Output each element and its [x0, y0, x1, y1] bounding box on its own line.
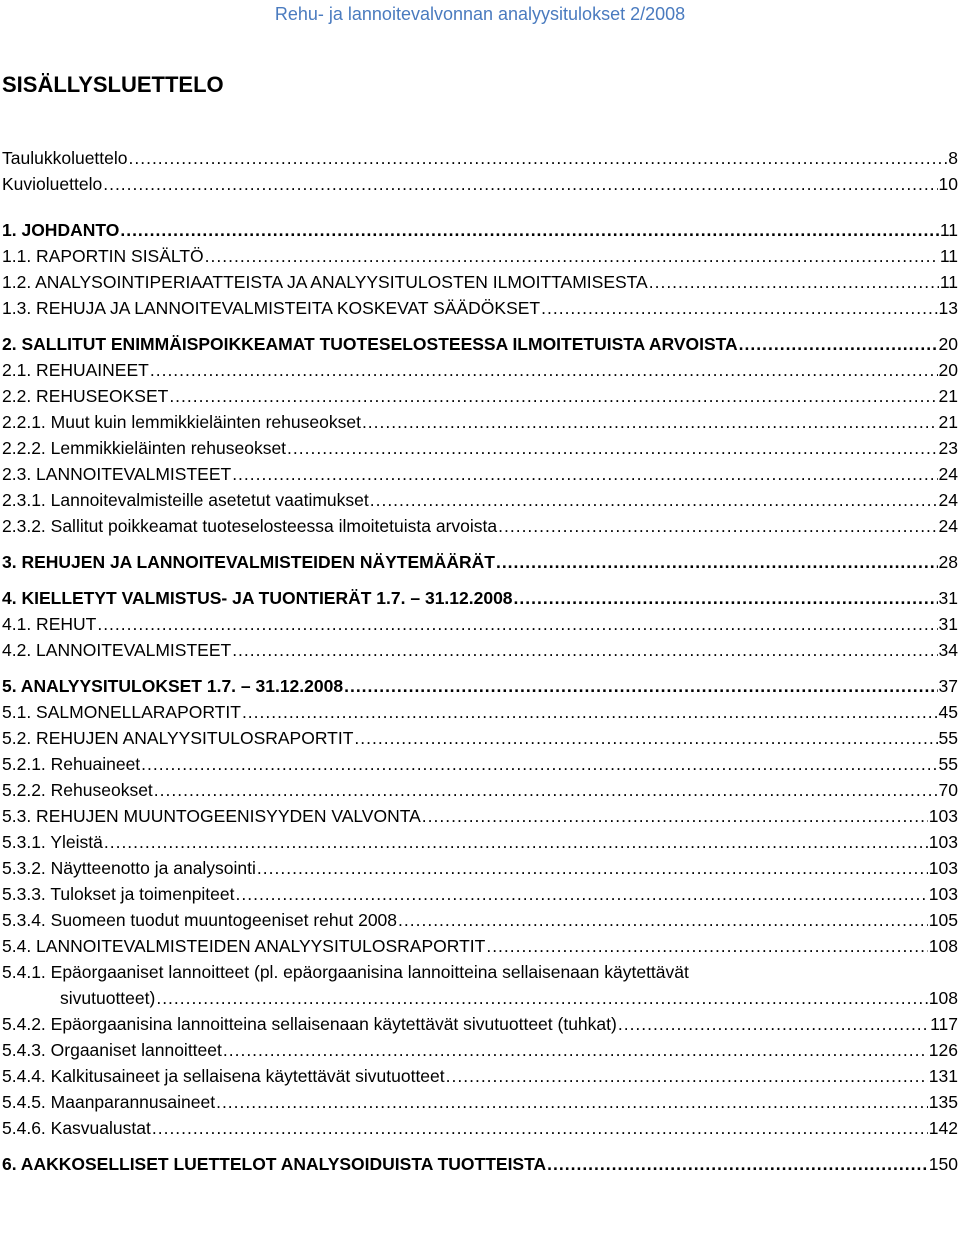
- toc-label: 2.1. REHUAINEET: [2, 360, 149, 380]
- toc-page: 126: [928, 1040, 958, 1060]
- toc-label: 5.4.6. Kasvualustat: [2, 1118, 151, 1138]
- toc-entry[interactable]: [2, 1118, 958, 1144]
- toc-label: 2.3.1. Lannoitevalmisteille asetetut vaatimukset: [2, 490, 369, 510]
- toc-page: 105: [928, 910, 958, 930]
- toc-leader: [739, 334, 938, 355]
- toc-entry[interactable]: [2, 832, 958, 858]
- toc-page: 20: [938, 360, 958, 380]
- toc-entry[interactable]: [2, 386, 958, 412]
- toc-label: 2.2.2. Lemmikkieläinten rehuseokset: [2, 438, 287, 458]
- toc-page: 23: [938, 438, 958, 458]
- toc-entry[interactable]: [2, 640, 958, 666]
- toc-page: 31: [938, 588, 958, 608]
- toc-entry[interactable]: [2, 298, 958, 324]
- toc-label: 5.2.2. Rehuseokset: [2, 780, 153, 800]
- toc-label: 5.4.4. Kalkitusaineet ja sellaisena käytettävät sivutuotteet: [2, 1066, 445, 1086]
- toc-page: 131: [928, 1066, 958, 1086]
- toc-page: 103: [928, 858, 958, 878]
- toc-page: 24: [938, 490, 958, 510]
- toc-leader: [257, 858, 928, 879]
- toc-page: 24: [938, 464, 958, 484]
- toc-label: Kuvioluettelo: [2, 174, 103, 194]
- toc-entry[interactable]: [2, 490, 958, 516]
- toc-leader: [422, 806, 928, 827]
- toc-page: 150: [928, 1154, 958, 1174]
- toc-entry[interactable]: [2, 1154, 958, 1180]
- toc-page: 20: [938, 334, 958, 354]
- toc-page: 55: [938, 754, 958, 774]
- toc-entry[interactable]: [2, 780, 958, 806]
- toc-entry[interactable]: [2, 246, 958, 272]
- toc-label: 5.2.1. Rehuaineet: [2, 754, 141, 774]
- toc-entry[interactable]: [2, 220, 958, 246]
- toc-label: 5.3.3. Tulokset ja toimenpiteet: [2, 884, 235, 904]
- toc-entry[interactable]: [2, 614, 958, 640]
- toc-label: sivutuotteet): [60, 988, 156, 1008]
- toc-page: 8: [948, 148, 958, 168]
- toc-page: 31: [938, 614, 958, 634]
- toc-page: 108: [928, 988, 958, 1008]
- toc-leader: [216, 1092, 928, 1113]
- toc-page: 37: [938, 676, 958, 696]
- toc-page: 13: [938, 298, 958, 318]
- toc-label: 5.3.2. Näytteenotto ja analysointi: [2, 858, 256, 878]
- toc-page: 11: [939, 272, 958, 292]
- toc-label: 5.4.5. Maanparannusaineet: [2, 1092, 216, 1112]
- toc-page: 135: [928, 1092, 958, 1112]
- toc-entry[interactable]: [2, 910, 958, 936]
- toc-label: 5. ANALYYSITULOKSET 1.7. – 31.12.2008: [2, 676, 344, 696]
- toc-label: 4.1. REHUT: [2, 614, 97, 634]
- toc-page: 34: [938, 640, 958, 660]
- toc-leader: [223, 1040, 928, 1061]
- toc-leader: [103, 174, 937, 195]
- toc-page: 21: [938, 386, 958, 406]
- toc-label: 6. AAKKOSELLISET LUETTELOT ANALYSOIDUISTA TUOTTEISTA: [2, 1154, 547, 1174]
- toc-label: 2.3. LANNOITEVALMISTEET: [2, 464, 232, 484]
- toc-entry[interactable]: [2, 588, 958, 614]
- toc-leader: [362, 412, 938, 433]
- toc-leader: [486, 936, 927, 957]
- toc-page: 103: [928, 806, 958, 826]
- toc-page: 11: [939, 246, 958, 266]
- toc-entry[interactable]: [2, 148, 958, 174]
- toc-entry[interactable]: [2, 272, 958, 298]
- toc-page: 45: [938, 702, 958, 722]
- toc-label: 4. KIELLETYT VALMISTUS- JA TUONTIERÄT 1.7. – 31.12.2008: [2, 588, 513, 608]
- toc-entry[interactable]: [2, 438, 958, 464]
- toc-page: 70: [938, 780, 958, 800]
- toc-label: 1.3. REHUJA JA LANNOITEVALMISTEITA KOSKEVAT SÄÄDÖKSET: [2, 298, 541, 318]
- toc-entry-line2[interactable]: [2, 988, 958, 1014]
- toc-label: Taulukkoluettelo: [2, 148, 128, 168]
- toc-label: 5.4.2. Epäorgaanisina lannoitteina sellaisenaan käytettävät sivutuotteet (tuhkat): [2, 1014, 617, 1034]
- toc-entry[interactable]: [2, 1040, 958, 1066]
- toc-page: 11: [939, 220, 958, 240]
- toc-page: 117: [930, 1014, 958, 1034]
- toc-entry[interactable]: [2, 1014, 958, 1040]
- toc-leader: [547, 1154, 928, 1175]
- toc-entry[interactable]: [2, 1066, 958, 1092]
- toc-page: 142: [928, 1118, 958, 1138]
- toc-page: 10: [938, 174, 958, 194]
- toc-label: 5.4.1. Epäorgaaniset lannoitteet (pl. epäorgaanisina lannoitteina sellaisenaan käytettävät: [2, 962, 689, 982]
- toc-label: 2.2.1. Muut kuin lemmikkieläinten rehuseokset: [2, 412, 361, 432]
- toc-page: 24: [938, 516, 958, 536]
- toc-leader: [398, 910, 928, 931]
- toc-entry[interactable]: [2, 360, 958, 386]
- toc-leader: [141, 754, 937, 775]
- toc-leader: [514, 588, 938, 609]
- toc-leader: [618, 1014, 929, 1035]
- toc-label: 2.2. REHUSEOKSET: [2, 386, 169, 406]
- toc-leader: [97, 614, 937, 635]
- toc-label: 4.2. LANNOITEVALMISTEET: [2, 640, 232, 660]
- toc-entry[interactable]: [2, 858, 958, 884]
- toc-leader: [232, 640, 937, 661]
- toc-label: 2. SALLITUT ENIMMÄISPOIKKEAMAT TUOTESELOSTEESSA ILMOITETUISTA ARVOISTA: [2, 334, 738, 354]
- toc-leader: [354, 728, 937, 749]
- toc-leader: [498, 516, 937, 537]
- toc-label: 5.1. SALMONELLARAPORTIT: [2, 702, 241, 722]
- toc-label: 3. REHUJEN JA LANNOITEVALMISTEIDEN NÄYTEMÄÄRÄT: [2, 552, 495, 572]
- toc-leader: [150, 360, 938, 381]
- toc-entry[interactable]: [2, 936, 958, 962]
- toc-entry[interactable]: [2, 552, 958, 578]
- toc-entry[interactable]: [2, 754, 958, 780]
- toc-entry[interactable]: [2, 806, 958, 832]
- toc-label: 1.1. RAPORTIN SISÄLTÖ: [2, 246, 204, 266]
- toc-leader: [120, 220, 938, 241]
- toc-entry[interactable]: [2, 884, 958, 910]
- toc-leader: [496, 552, 938, 573]
- toc-label: 2.3.2. Sallitut poikkeamat tuoteselosteessa ilmoitetuista arvoista: [2, 516, 498, 536]
- toc-page: 108: [928, 936, 958, 956]
- toc-page: 103: [928, 884, 958, 904]
- toc-page: 21: [938, 412, 958, 432]
- toc-page: 28: [938, 552, 958, 572]
- toc-label: 5.3. REHUJEN MUUNTOGEENISYYDEN VALVONTA: [2, 806, 421, 826]
- toc-label: 1.2. ANALYSOINTIPERIAATTEISTA JA ANALYYSITULOSTEN ILMOITTAMISESTA: [2, 272, 648, 292]
- toc-label: 5.4. LANNOITEVALMISTEIDEN ANALYYSITULOSRAPORTIT: [2, 936, 486, 956]
- toc-entry[interactable]: [2, 676, 958, 702]
- toc-leader: [152, 1118, 928, 1139]
- toc-entry[interactable]: [2, 174, 958, 200]
- toc-leader: [205, 246, 939, 267]
- toc-leader: [129, 148, 948, 169]
- toc-leader: [242, 702, 938, 723]
- toc-label: 5.2. REHUJEN ANALYYSITULOSRAPORTIT: [2, 728, 354, 748]
- toc-entry[interactable]: [2, 464, 958, 490]
- toc-leader: [169, 386, 937, 407]
- toc-label: 5.3.4. Suomeen tuodut muuntogeeniset rehut 2008: [2, 910, 398, 930]
- toc-entry[interactable]: [2, 702, 958, 728]
- toc-leader: [104, 832, 928, 853]
- toc-leader: [232, 464, 937, 485]
- running-header: Rehu- ja lannoitevalvonnan analyysitulokset 2/2008: [274, 4, 686, 24]
- toc-entry[interactable]: [2, 412, 958, 438]
- toc-leader: [154, 780, 938, 801]
- toc-leader: [446, 1066, 928, 1087]
- toc-entry[interactable]: [2, 728, 958, 754]
- toc-page: 103: [928, 832, 958, 852]
- toc-entry[interactable]: [2, 334, 958, 360]
- page-title: SISÄLLYSLUETTELO: [2, 72, 224, 97]
- toc-leader: [287, 438, 937, 459]
- toc-page: 55: [938, 728, 958, 748]
- toc-label: 1. JOHDANTO: [2, 220, 120, 240]
- toc-leader: [541, 298, 937, 319]
- toc-leader: [156, 988, 927, 1009]
- toc-label: 5.4.3. Orgaaniset lannoitteet: [2, 1040, 222, 1060]
- toc-leader: [649, 272, 939, 293]
- toc-leader: [370, 490, 938, 511]
- toc-entry-line1[interactable]: [2, 962, 958, 988]
- toc-leader: [236, 884, 928, 905]
- toc-leader: [344, 676, 937, 697]
- toc-label: 5.3.1. Yleistä: [2, 832, 103, 852]
- toc-entry[interactable]: [2, 1092, 958, 1118]
- table-of-contents: [2, 148, 958, 1180]
- toc-entry[interactable]: [2, 516, 958, 542]
